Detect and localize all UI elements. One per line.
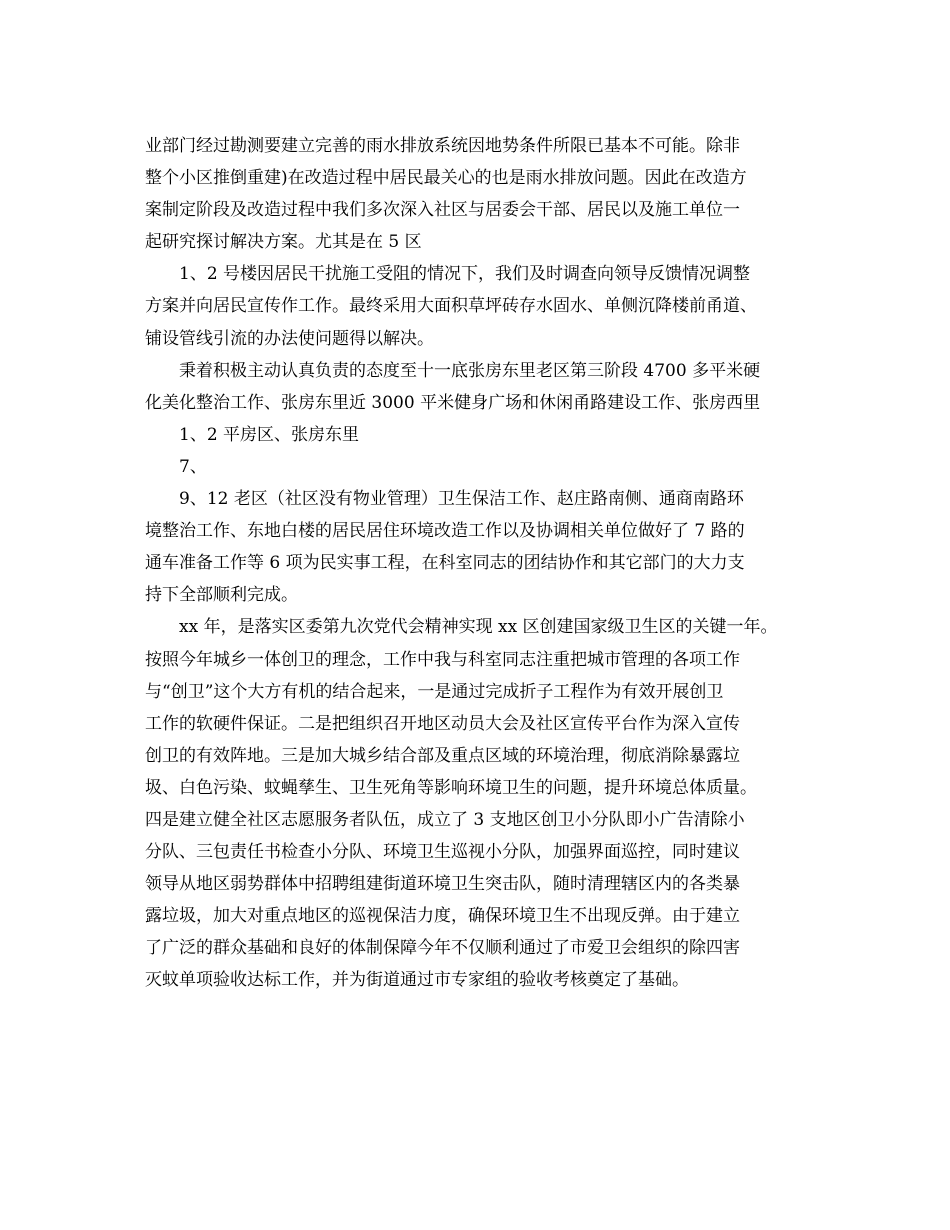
text-line: 持下全部顺利完成。 xyxy=(145,585,298,606)
text-line: 境整治工作、东地白楼的居民居住环境改造工作以及协调相关单位做好了 7 路的 xyxy=(145,521,745,542)
text-line: 秉着积极主动认真负责的态度至十一底张房东里老区第三阶段 4700 多平米硬 xyxy=(179,360,761,381)
text-line: 案制定阶段及改造过程中我们多次深入社区与居委会干部、居民以及施工单位一 xyxy=(145,200,740,221)
text-line: 领导从地区弱势群体中招聘组建街道环境卫生突击队，随时清理辖区内的各类暴 xyxy=(145,874,740,895)
text-line: 方案并向居民宣传作工作。最终采用大面积草坪砖存水固水、单侧沉降楼前甬道、 xyxy=(145,296,757,317)
text-line: 1、2 平房区、张房东里 xyxy=(179,424,360,445)
text-line: 7、 xyxy=(179,456,207,477)
text-line: 工作的软硬件保证。二是把组织召开地区动员大会及社区宣传平台作为深入宣传 xyxy=(145,713,740,734)
text-line: 与“创卫”这个大方有机的结合起来，一是通过完成折子工程作为有效开展创卫 xyxy=(145,681,724,702)
text-line: 创卫的有效阵地。三是加大城乡结合部及重点区域的环境治理，彻底消除暴露垃 xyxy=(145,745,740,766)
text-line: 化美化整治工作、张房东里近 3000 平米健身广场和休闲甬路建设工作、张房西里 xyxy=(145,392,761,413)
text-line: 分队、三包责任书检查小分队、环境卫生巡视小分队，加强界面巡控，同时建议 xyxy=(145,842,740,863)
text-line: 按照今年城乡一体创卫的理念，工作中我与科室同志注重把城市管理的各项工作 xyxy=(145,649,740,670)
text-line: 9、12 老区（社区没有物业管理）卫生保洁工作、赵庄路南侧、通商南路环 xyxy=(179,489,744,510)
text-line: 四是建立健全社区志愿服务者队伍，成立了 3 支地区创卫小分队即小广告清除小 xyxy=(145,809,745,830)
text-line: 起研究探讨解决方案。尤其是在 5 区 xyxy=(145,232,422,253)
text-line: 露垃圾，加大对重点地区的巡视保洁力度，确保环境卫生不出现反弹。由于建立 xyxy=(145,906,740,927)
text-line: 业部门经过勘测要建立完善的雨水排放系统因地势条件所限已基本不可能。除非 xyxy=(145,136,740,156)
document-body xyxy=(145,130,825,997)
text-line: 灭蚊单项验收达标工作，并为街道通过市专家组的验收考核奠定了基础。 xyxy=(145,970,689,991)
text-line: 圾、白色污染、蚊蝇孳生、卫生死角等影响环境卫生的问题，提升环境总体质量。 xyxy=(145,777,757,798)
text-line: 了广泛的群众基础和良好的体制保障今年不仅顺利通过了市爱卫会组织的除四害 xyxy=(145,938,740,959)
text-line: 整个小区推倒重建)在改造过程中居民最关心的也是雨水排放问题。因此在改造方 xyxy=(145,168,747,189)
text-line: xx 年，是落实区委第九次党代会精神实现 xx 区创建国家级卫生区的关键一年。 xyxy=(179,617,778,638)
text-line: 通车准备工作等 6 项为民实事工程，在科室同志的团结协作和其它部门的大力支 xyxy=(145,553,745,574)
text-line: 铺设管线引流的办法使问题得以解决。 xyxy=(145,328,434,349)
text-line: 1、2 号楼因居民干扰施工受阻的情况下，我们及时调查向领导反馈情况调整 xyxy=(179,264,751,285)
